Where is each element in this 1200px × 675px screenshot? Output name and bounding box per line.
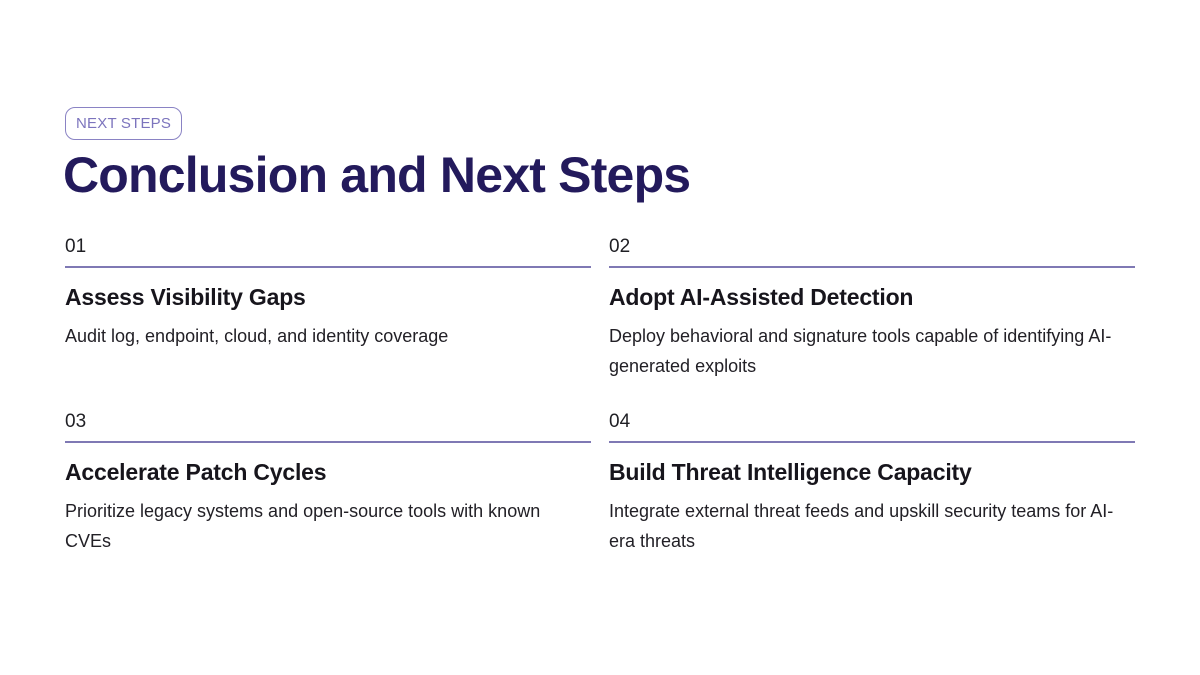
section-badge: NEXT STEPS bbox=[65, 107, 182, 140]
step-divider bbox=[609, 266, 1135, 268]
step-title: Adopt AI-Assisted Detection bbox=[609, 284, 914, 310]
step-number: 04 bbox=[609, 411, 631, 432]
step-number: 01 bbox=[65, 236, 87, 257]
step-description: Deploy behavioral and signature tools capable of identifying AI-generated exploits bbox=[609, 326, 1112, 376]
step-card-03 bbox=[65, 409, 591, 556]
step-divider bbox=[609, 441, 1135, 443]
step-card-04 bbox=[609, 409, 1135, 556]
step-title: Build Threat Intelligence Capacity bbox=[609, 459, 972, 485]
step-card-02 bbox=[609, 234, 1135, 381]
step-description: Audit log, endpoint, cloud, and identity coverage bbox=[65, 326, 449, 346]
step-description: Prioritize legacy systems and open-source tools with known CVEs bbox=[65, 501, 541, 551]
step-divider bbox=[65, 441, 591, 443]
step-divider bbox=[65, 266, 591, 268]
page-title: Conclusion and Next Steps bbox=[63, 147, 691, 203]
step-description: Integrate external threat feeds and upskill security teams for AI-era threats bbox=[609, 501, 1114, 551]
step-number: 03 bbox=[65, 411, 87, 432]
step-card-01 bbox=[65, 234, 591, 351]
step-number: 02 bbox=[609, 236, 631, 257]
step-title: Assess Visibility Gaps bbox=[65, 284, 306, 310]
step-title: Accelerate Patch Cycles bbox=[65, 459, 327, 485]
